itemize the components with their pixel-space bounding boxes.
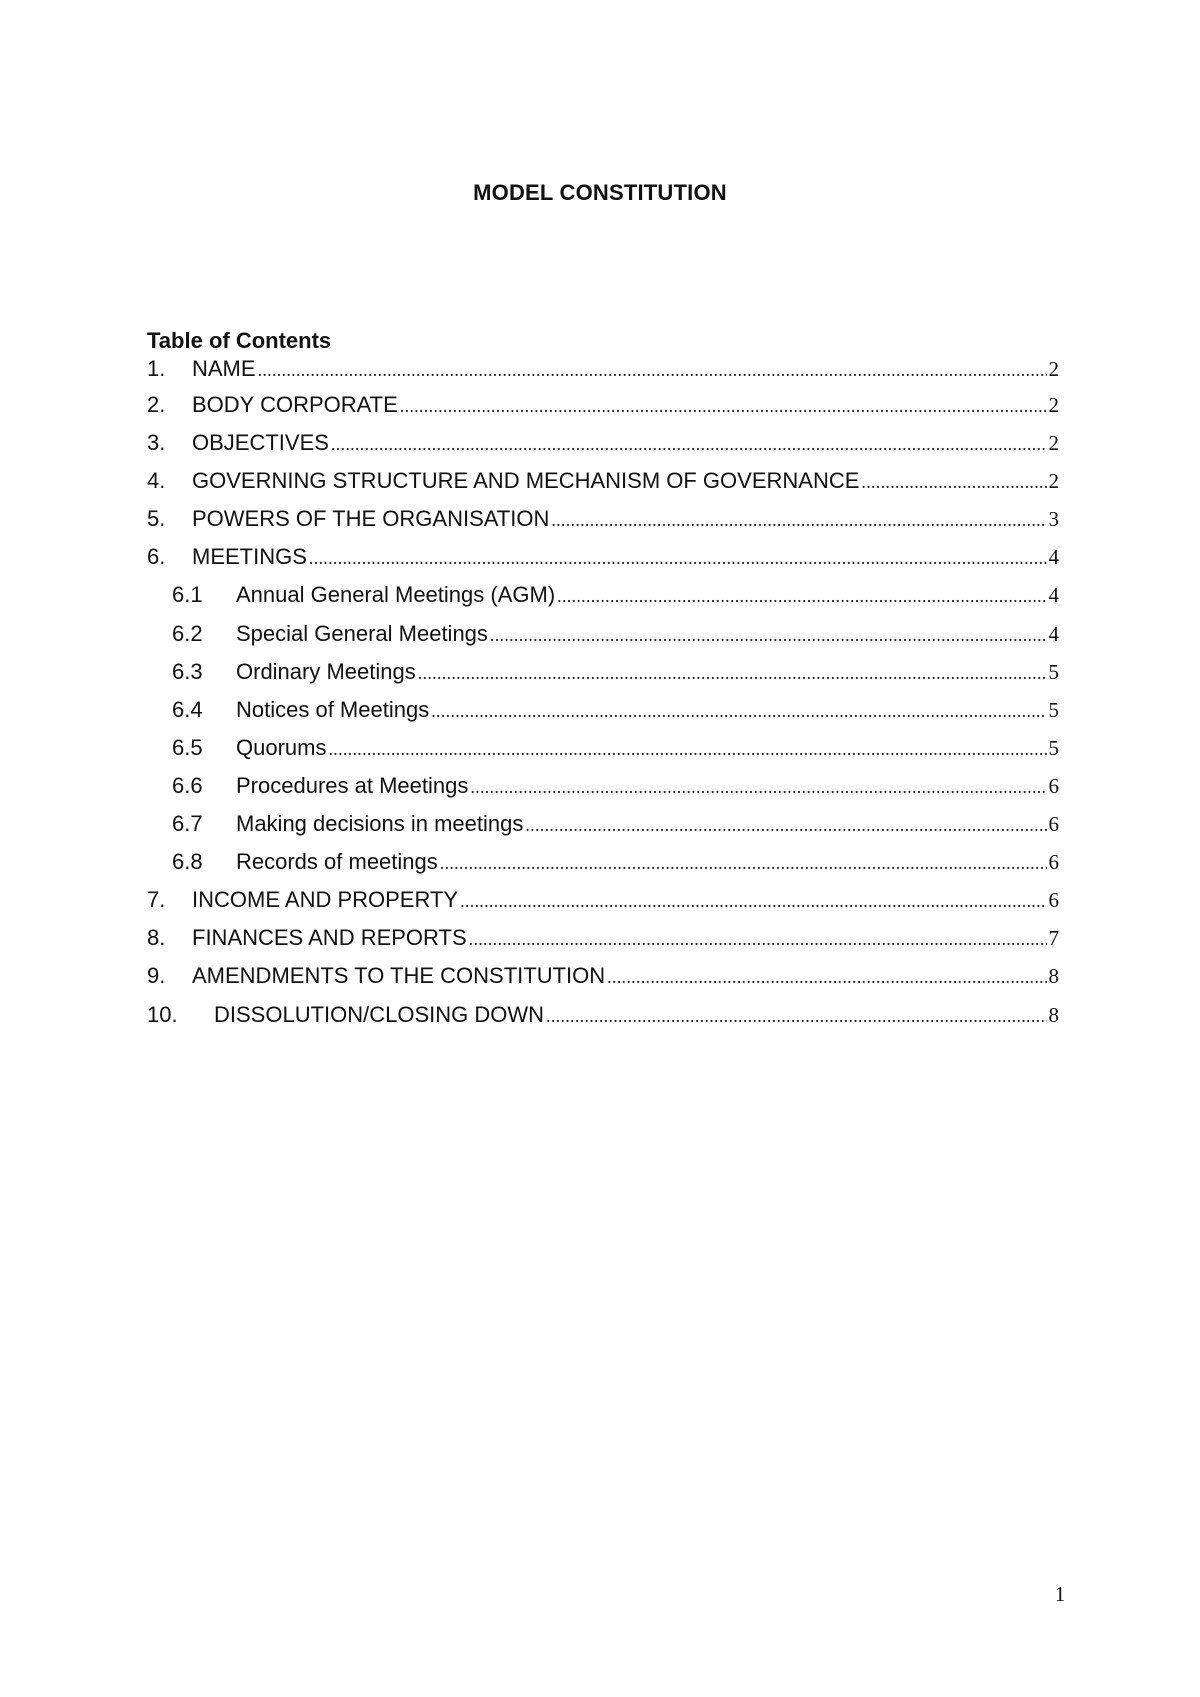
toc-list: [147, 356, 1059, 1040]
toc-entry-label: GOVERNING STRUCTURE AND MECHANISM OF GOVERNANCE: [192, 468, 860, 494]
toc-entry-number: 2.: [147, 392, 166, 417]
toc-entry-page: 8: [1048, 964, 1059, 989]
toc-entry-label: INCOME AND PROPERTY: [192, 887, 459, 913]
toc-entry-number: 6.7: [172, 811, 203, 837]
toc-dot-leader: [557, 586, 1046, 607]
toc-heading: Table of Contents: [147, 328, 332, 353]
toc-dot-leader: [469, 929, 1047, 950]
toc-dot-leader: [861, 472, 1046, 493]
toc-entry-number: 8.: [147, 925, 166, 951]
toc-entry-page: 4: [1048, 545, 1059, 570]
toc-entry-label: Notices of Meetings: [236, 696, 430, 722]
toc-entry-label: Annual General Meetings (AGM): [236, 582, 556, 608]
toc-entry-label: BODY CORPORATE: [192, 392, 398, 417]
toc-entry-income-and-property[interactable]: [147, 887, 1059, 925]
toc-dot-leader: [490, 625, 1047, 646]
document-title: MODEL CONSTITUTION: [473, 180, 727, 205]
toc-entry-governing-structure[interactable]: [147, 468, 1059, 506]
toc-entry-body-corporate[interactable]: [147, 392, 1059, 430]
toc-entry-label: Quorums: [236, 734, 327, 760]
toc-entry-page: 4: [1048, 583, 1059, 608]
toc-dot-leader: [331, 434, 1047, 455]
toc-entry-page: 7: [1048, 926, 1059, 951]
toc-entry-number: 4.: [147, 468, 166, 494]
toc-entry-number: 1.: [147, 356, 166, 381]
toc-dot-leader: [431, 701, 1046, 722]
toc-entry-ordinary-meetings[interactable]: [147, 659, 1059, 697]
toc-entry-label: Ordinary Meetings: [236, 658, 416, 684]
toc-entry-page: 5: [1048, 697, 1059, 722]
toc-entry-notices-of-meetings[interactable]: [147, 697, 1059, 735]
toc-dot-leader: [440, 853, 1047, 874]
toc-entry-number: 7.: [147, 887, 166, 913]
toc-entry-number: 6.: [147, 544, 166, 570]
toc-entry-name[interactable]: [147, 356, 1059, 392]
toc-entry-meetings[interactable]: [147, 544, 1059, 582]
toc-entry-page: 3: [1048, 507, 1059, 532]
toc-entry-making-decisions[interactable]: [147, 811, 1059, 849]
toc-entry-dissolution[interactable]: [147, 1002, 1059, 1040]
toc-dot-leader: [607, 967, 1046, 988]
toc-entry-number: 6.2: [172, 620, 203, 646]
toc-entry-page: 2: [1048, 431, 1059, 456]
toc-entry-special-general-meetings[interactable]: [147, 621, 1059, 659]
toc-entry-page: 2: [1048, 393, 1059, 417]
toc-entry-page: 6: [1048, 773, 1059, 798]
toc-entry-procedures-at-meetings[interactable]: [147, 773, 1059, 811]
toc-entry-number: 6.5: [172, 734, 203, 760]
toc-entry-number: 9.: [147, 963, 166, 989]
toc-entry-page: 5: [1048, 735, 1059, 760]
toc-dot-leader: [470, 777, 1046, 798]
toc-entry-number: 3.: [147, 430, 166, 456]
toc-dot-leader: [258, 360, 1047, 381]
toc-dot-leader: [460, 891, 1046, 912]
toc-entry-objectives[interactable]: [147, 430, 1059, 468]
toc-entry-number: 5.: [147, 506, 166, 532]
toc-entry-finances-and-reports[interactable]: [147, 925, 1059, 963]
toc-entry-label: FINANCES AND REPORTS: [192, 925, 467, 951]
toc-entry-label: Special General Meetings: [236, 620, 488, 646]
toc-entry-label: OBJECTIVES: [192, 430, 329, 456]
toc-entry-page: 6: [1048, 888, 1059, 913]
toc-entry-page: 6: [1048, 850, 1059, 875]
page-number: 1: [1054, 1582, 1066, 1606]
toc-entry-page: 2: [1048, 357, 1059, 381]
toc-entry-quorums[interactable]: [147, 735, 1059, 773]
toc-entry-label: DISSOLUTION/CLOSING DOWN: [214, 1001, 545, 1027]
toc-dot-leader: [551, 510, 1046, 531]
toc-dot-leader: [546, 1006, 1046, 1027]
toc-entry-records-of-meetings[interactable]: [147, 849, 1059, 887]
table-of-contents: [147, 326, 1059, 1040]
toc-dot-leader: [400, 396, 1047, 417]
toc-entry-powers[interactable]: [147, 506, 1059, 544]
toc-dot-leader: [309, 548, 1047, 569]
toc-entry-page: 2: [1048, 469, 1059, 494]
toc-entry-page: 6: [1048, 812, 1059, 837]
toc-entry-label: MEETINGS: [192, 544, 307, 570]
toc-dot-leader: [525, 815, 1046, 836]
toc-entry-label: AMENDMENTS TO THE CONSTITUTION: [192, 963, 606, 989]
toc-entry-number: 6.1: [172, 582, 203, 608]
toc-entry-number: 6.4: [172, 696, 203, 722]
toc-entry-label: Procedures at Meetings: [236, 772, 469, 798]
toc-entry-label: POWERS OF THE ORGANISATION: [192, 506, 550, 532]
toc-entry-number: 10.: [147, 1001, 178, 1027]
toc-entry-page: 8: [1048, 1002, 1059, 1027]
toc-entry-page: 5: [1048, 659, 1059, 684]
toc-entry-label: Records of meetings: [236, 849, 438, 875]
toc-entry-agm[interactable]: [147, 582, 1059, 620]
toc-entry-number: 6.6: [172, 772, 203, 798]
toc-entry-number: 6.8: [172, 849, 203, 875]
toc-entry-amendments[interactable]: [147, 963, 1059, 1001]
toc-entry-page: 4: [1048, 621, 1059, 646]
toc-entry-label: Making decisions in meetings: [236, 811, 524, 837]
toc-entry-label: NAME: [192, 356, 256, 381]
toc-entry-number: 6.3: [172, 658, 203, 684]
toc-dot-leader: [328, 739, 1046, 760]
toc-dot-leader: [418, 663, 1047, 684]
